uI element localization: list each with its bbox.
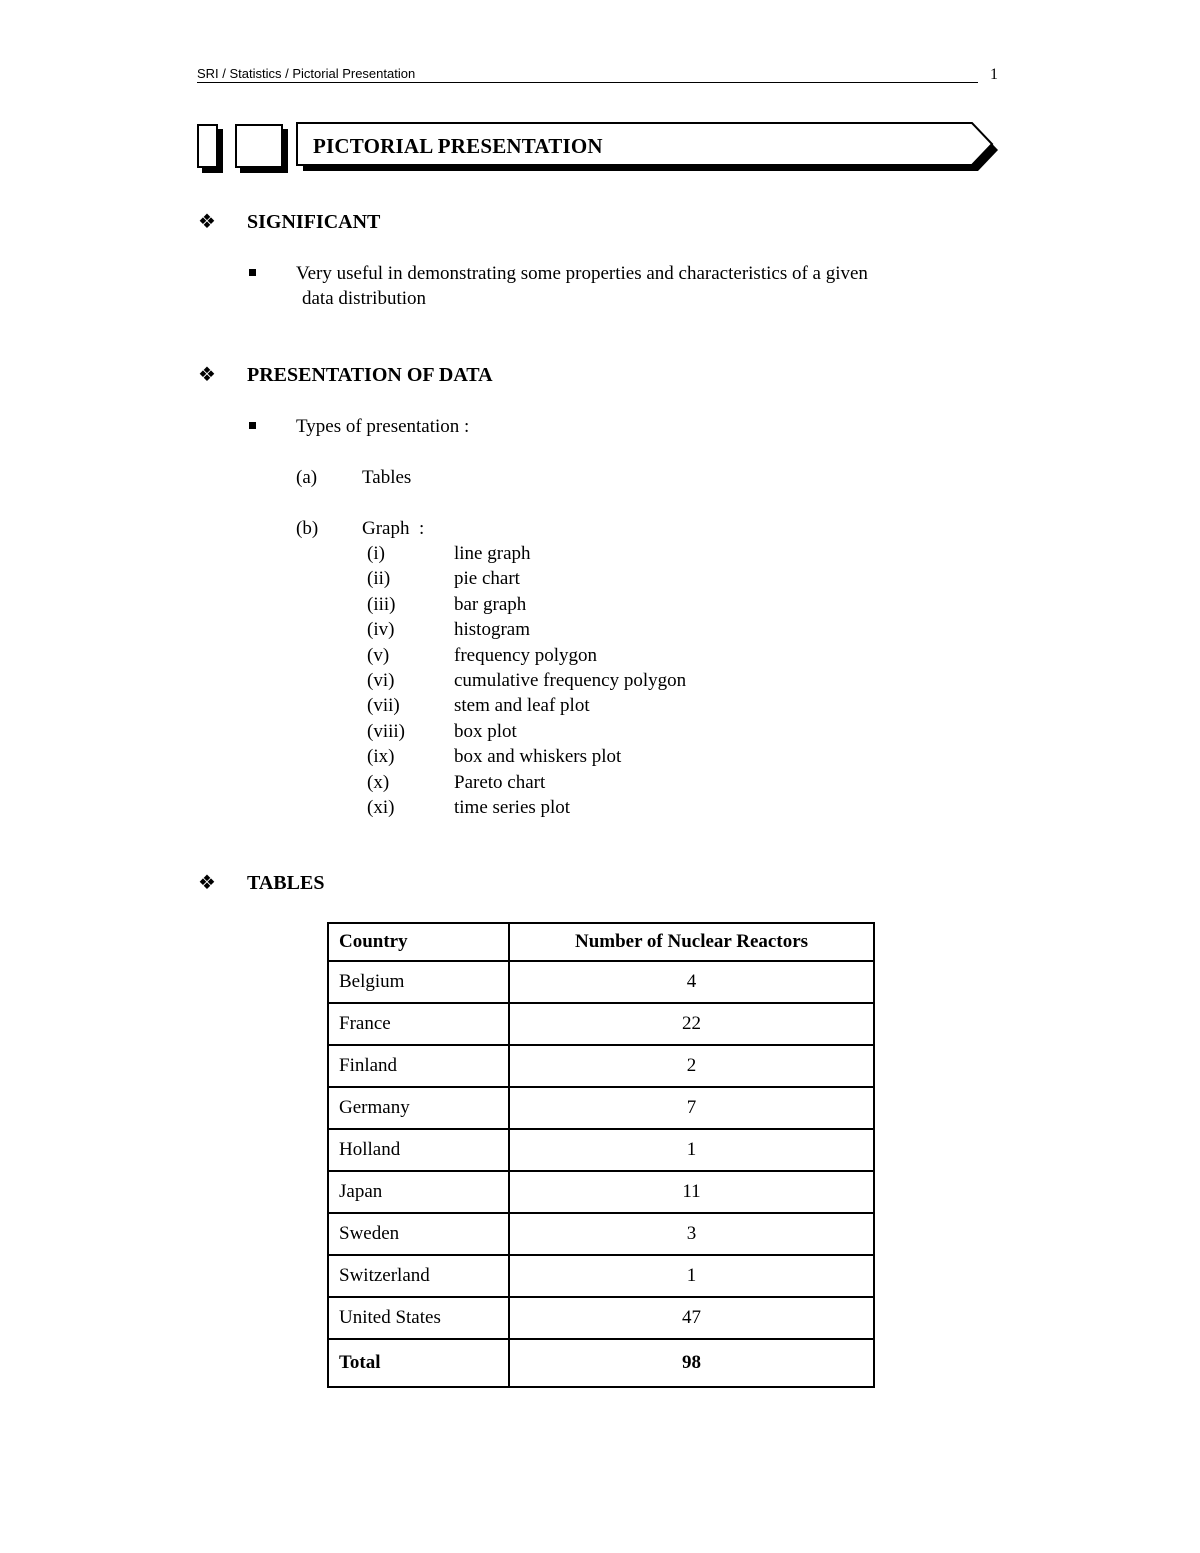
graph-type-number: (xi) [367,796,395,818]
table-row [328,1003,874,1045]
item-b-text: Graph : [362,518,425,539]
reactor-count-cell: 4 [509,961,874,1003]
graph-type-name: box plot [454,720,517,742]
reactor-count-cell: 47 [509,1297,874,1339]
column-header-reactors: Number of Nuclear Reactors [509,923,874,961]
diamond-bullet-icon: ❖ [198,872,216,894]
square-bullet-icon [249,422,256,429]
table-row [328,1213,874,1255]
nuclear-reactors-table [327,922,875,1388]
column-header-country: Country [328,923,509,961]
graph-type-name: frequency polygon [454,644,597,666]
graph-type-name: histogram [454,619,530,641]
graph-type-number: (ix) [367,746,395,768]
table-row [328,1171,874,1213]
country-cell: Finland [328,1045,509,1087]
section-heading-tables: TABLES [247,872,325,894]
decorative-box-small [197,124,218,168]
table-row [328,1255,874,1297]
reactor-count-cell: 22 [509,1003,874,1045]
graph-type-name: cumulative frequency polygon [454,669,687,691]
types-of-presentation: Types of presentation : [296,416,470,437]
graph-type-number: (i) [367,543,385,564]
country-cell: Switzerland [328,1255,509,1297]
diamond-bullet-icon: ❖ [198,211,216,233]
graph-type-name: stem and leaf plot [454,695,590,717]
reactor-count-cell: 11 [509,1171,874,1213]
country-cell: Holland [328,1129,509,1171]
graph-type-number: (ii) [367,568,391,590]
graph-type-number: (iv) [367,619,395,641]
significant-text-line1: Very useful in demonstrating some properties and characteristics of a given [296,263,868,284]
table-row [328,1087,874,1129]
reactor-count-cell: 3 [509,1213,874,1255]
item-b-label: (b) [296,518,319,539]
table-row [328,961,874,1003]
significant-text-line2: data distribution [302,288,427,309]
total-label-cell: Total [328,1339,509,1387]
section-heading-presentation: PRESENTATION OF DATA [247,364,493,386]
graph-type-name: pie chart [454,568,520,590]
country-cell: Belgium [328,961,509,1003]
graph-type-number: (vii) [367,695,400,717]
reactor-count-cell: 2 [509,1045,874,1087]
table-row [328,1129,874,1171]
graph-type-name: line graph [454,543,531,564]
country-cell: Sweden [328,1213,509,1255]
table-row [328,1297,874,1339]
graph-type-name: bar graph [454,593,527,615]
graph-type-number: (viii) [367,720,405,742]
reactor-count-cell: 1 [509,1255,874,1297]
graph-type-number: (x) [367,771,390,793]
country-cell: France [328,1003,509,1045]
country-cell: Japan [328,1171,509,1213]
table-row [328,1045,874,1087]
graph-type-number: (v) [367,644,390,666]
page-number: 1 [990,66,998,83]
decorative-box-large [235,124,283,168]
item-a-text: Tables [362,467,412,488]
square-bullet-icon [249,269,256,276]
reactor-count-cell: 7 [509,1087,874,1129]
reactor-count-cell: 1 [509,1129,874,1171]
graph-type-number: (iii) [367,593,396,615]
item-a-label: (a) [296,467,318,488]
country-cell: Germany [328,1087,509,1129]
page-title: PICTORIAL PRESENTATION [313,134,603,158]
graph-type-number: (vi) [367,669,395,691]
graph-type-name: box and whiskers plot [454,746,622,768]
table-total-row [328,1339,874,1387]
table-header-row [328,923,874,961]
graph-type-name: time series plot [454,796,571,818]
total-value-cell: 98 [509,1339,874,1387]
running-header: SRI / Statistics / Pictorial Presentation [197,66,978,83]
country-cell: United States [328,1297,509,1339]
diamond-bullet-icon: ❖ [198,364,216,386]
section-heading-significant: SIGNIFICANT [247,211,381,233]
graph-type-name: Pareto chart [454,771,546,793]
